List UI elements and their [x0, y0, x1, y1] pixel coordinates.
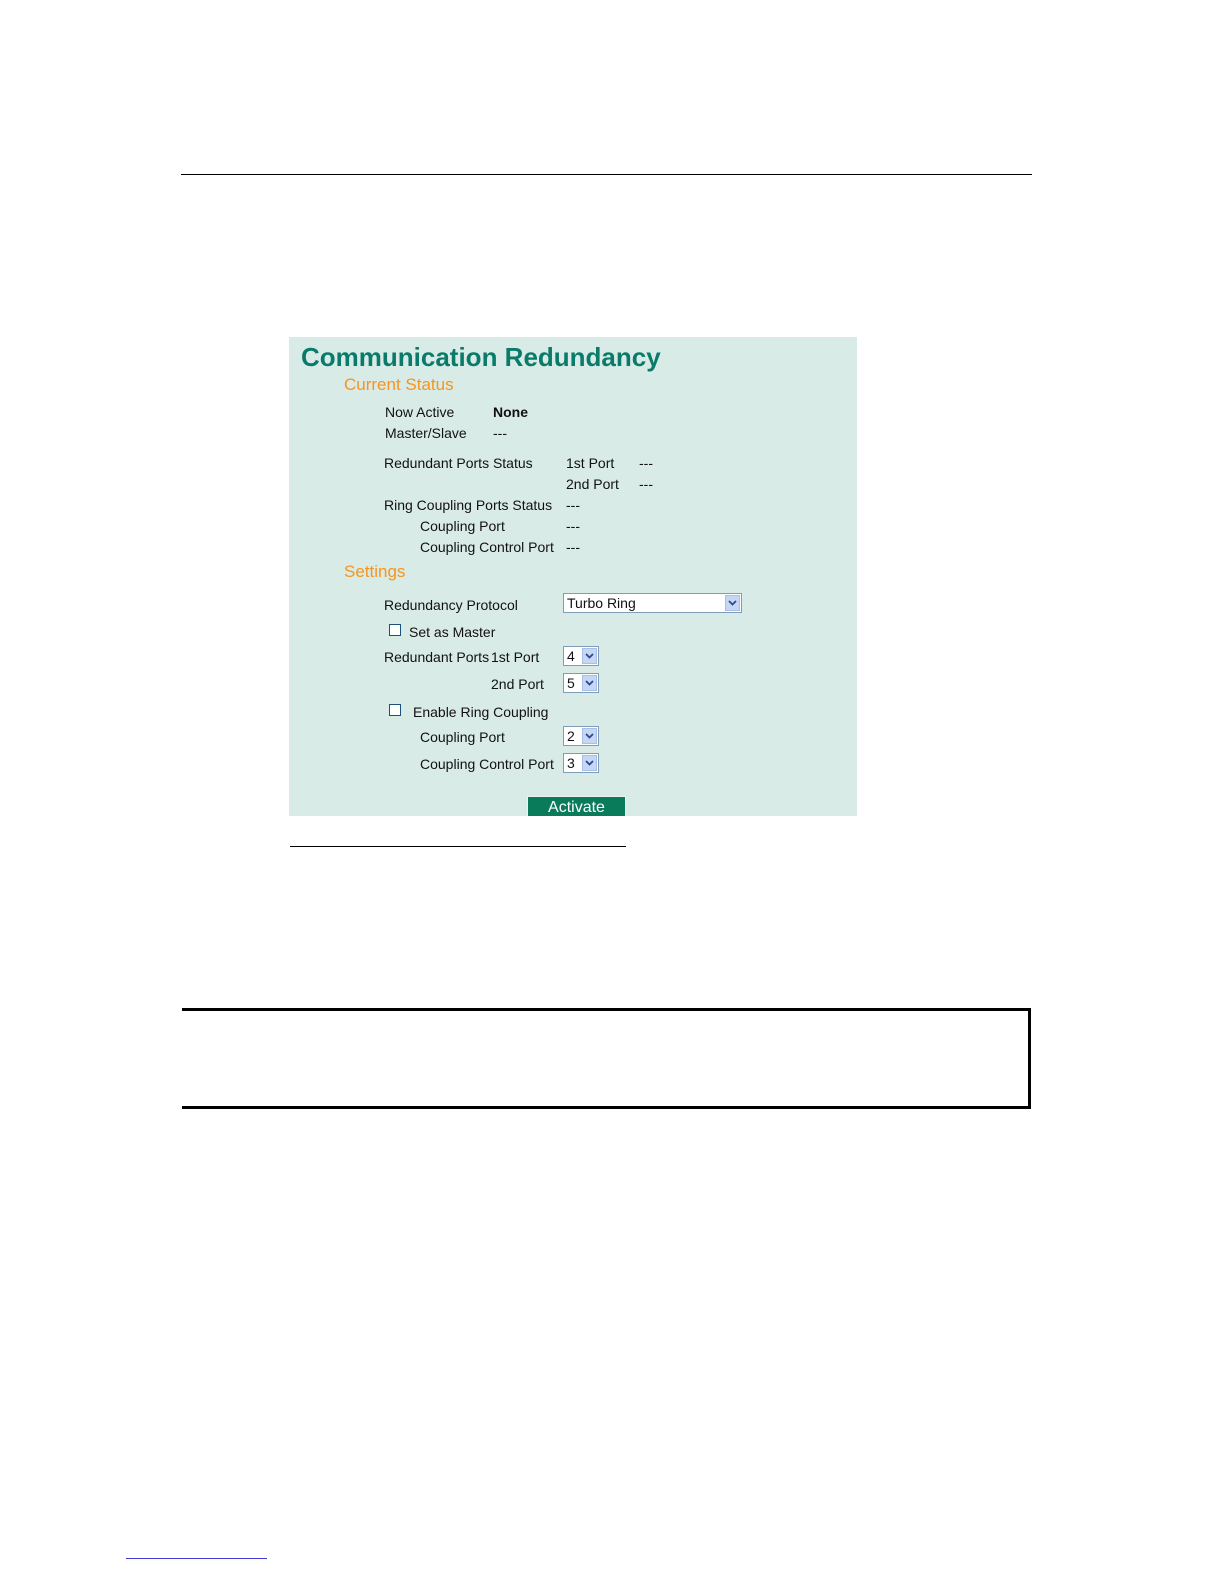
settings-first-port-label: 1st Port [491, 649, 540, 665]
now-active-value: None [493, 404, 528, 420]
redundant-ports-label: Redundant Ports [384, 649, 490, 665]
redundancy-panel [289, 337, 857, 816]
current-status-heading: Current Status [344, 375, 454, 394]
status-first-port-label: 1st Port [566, 455, 615, 471]
ring-coupling-ports-status-value: --- [566, 497, 580, 513]
coupling-port-value: 2 [567, 728, 575, 744]
chevron-down-icon [725, 595, 740, 611]
master-slave-value: --- [493, 425, 507, 441]
status-coupling-control-port-value: --- [566, 539, 580, 555]
enable-ring-coupling-checkbox[interactable] [389, 704, 401, 716]
coupling-port-select[interactable] [563, 726, 599, 746]
settings-coupling-control-port-label: Coupling Control Port [420, 756, 554, 772]
status-first-port-value: --- [639, 455, 653, 471]
coupling-control-port-value: 3 [567, 755, 575, 771]
ring-coupling-ports-status-label: Ring Coupling Ports Status [384, 497, 553, 513]
chevron-down-icon [582, 675, 597, 691]
settings-coupling-port-label: Coupling Port [420, 729, 505, 745]
second-port-select[interactable] [563, 673, 599, 693]
activate-button[interactable]: Activate [527, 796, 626, 816]
redundancy-protocol-value: Turbo Ring [567, 595, 636, 611]
note-box [182, 1008, 1031, 1109]
set-as-master-checkbox[interactable] [389, 624, 401, 636]
chevron-down-icon [582, 755, 597, 771]
second-port-value: 5 [567, 675, 575, 691]
now-active-label: Now Active [385, 404, 455, 420]
redundancy-protocol-select[interactable] [563, 593, 742, 613]
status-coupling-port-value: --- [566, 518, 580, 534]
status-coupling-port-label: Coupling Port [420, 518, 505, 534]
redundant-ports-status-label: Redundant Ports Status [384, 455, 533, 471]
first-port-value: 4 [567, 648, 575, 664]
status-second-port-value: --- [639, 476, 653, 492]
set-as-master-label: Set as Master [409, 624, 496, 640]
master-slave-label: Master/Slave [385, 425, 467, 441]
footnote-rule [126, 1558, 267, 1559]
chevron-down-icon [582, 728, 597, 744]
status-second-port-label: 2nd Port [566, 476, 619, 492]
chevron-down-icon [582, 648, 597, 664]
page-title: Communication Redundancy [301, 342, 661, 372]
caption-rule [290, 846, 626, 847]
header-rule [181, 174, 1032, 175]
enable-ring-coupling-label: Enable Ring Coupling [413, 704, 549, 720]
settings-second-port-label: 2nd Port [491, 676, 544, 692]
settings-heading: Settings [344, 562, 406, 581]
status-coupling-control-port-label: Coupling Control Port [420, 539, 554, 555]
coupling-control-port-select[interactable] [563, 753, 599, 773]
first-port-select[interactable] [563, 646, 599, 666]
redundancy-protocol-label: Redundancy Protocol [384, 597, 518, 613]
